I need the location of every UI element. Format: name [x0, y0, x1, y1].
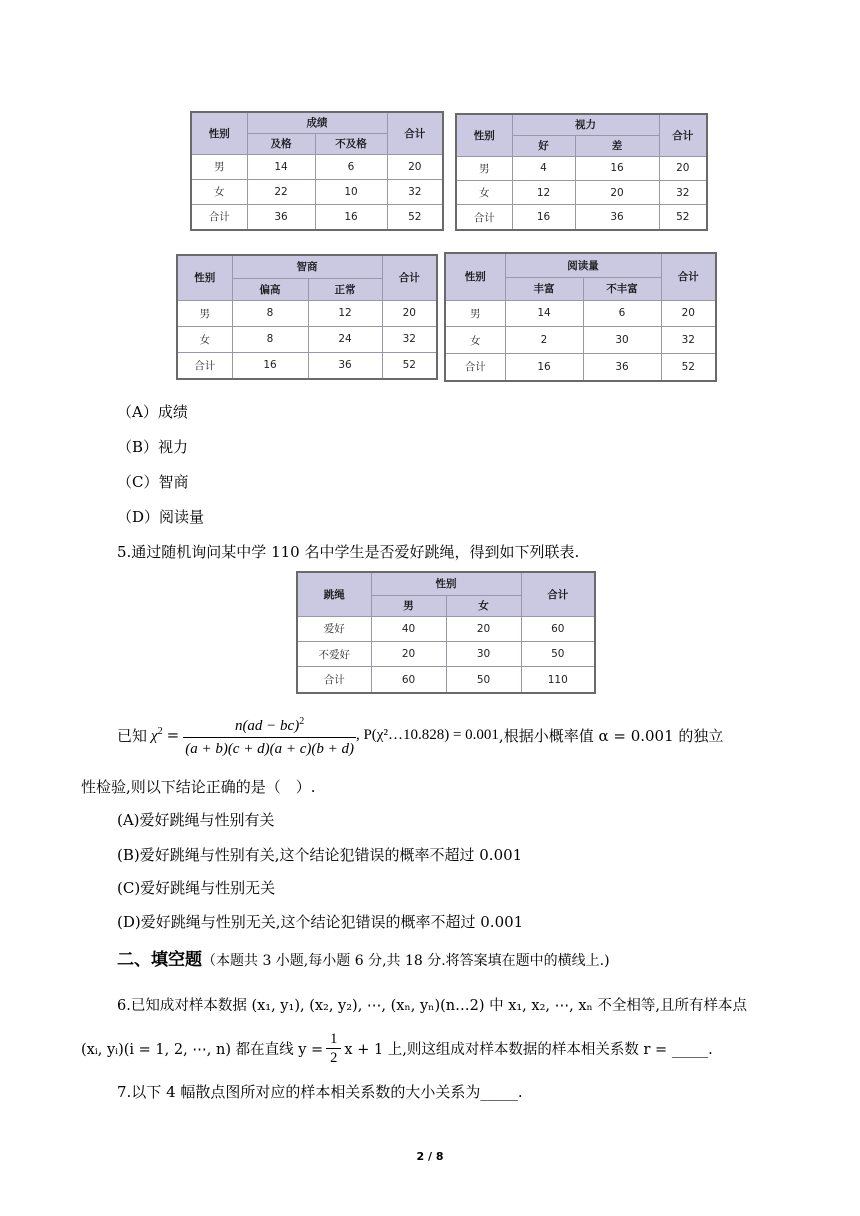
q6-line1: 6.已知成对样本数据 (x₁, y₁), (x₂, y₂), ⋯, (xₙ, yₙ)(n…2) 中 x₁, x₂, ⋯, xₙ 不全相等,且所有样本点 [117, 998, 747, 1014]
q4-option-b: （B）视力 [117, 438, 189, 456]
table-row [177, 300, 437, 326]
cell: 22 [247, 179, 315, 204]
cell: 36 [247, 204, 315, 230]
table-total-header: 合计 [659, 114, 707, 156]
table-row [297, 616, 595, 641]
table-corner: 性别 [456, 114, 512, 156]
cell: 16 [505, 353, 583, 381]
table-row [191, 179, 443, 204]
cell: 50 [521, 641, 595, 666]
q4-option-c: （C）智商 [117, 473, 189, 491]
cell: 110 [521, 667, 595, 693]
contingency-table-iq [176, 254, 438, 380]
q6-line2-pre: (xᵢ, yᵢ)(i = 1, 2, ⋯, n) 都在直线 y = [81, 1041, 324, 1058]
cell: 12 [308, 300, 382, 326]
cell: 6 [315, 154, 387, 179]
table-sub-header: 及格 [247, 133, 315, 154]
q5-option-a: (A)爱好跳绳与性别有关 [117, 811, 275, 829]
cell: 12 [512, 180, 575, 204]
section-note: （本题共 3 小题,每小题 6 分,共 18 分.将答案填在题中的横线上.) [202, 953, 610, 969]
table-row [177, 326, 437, 352]
table-sub-header: 好 [512, 135, 575, 156]
section-title: 二、填空题 [117, 950, 202, 970]
table-row [297, 667, 595, 693]
contingency-table-jumprope [296, 571, 596, 694]
cell: 8 [232, 326, 308, 352]
row-label: 女 [445, 327, 505, 354]
row-label: 男 [177, 300, 232, 326]
table-row [297, 641, 595, 666]
table-corner: 性别 [445, 253, 505, 300]
cell: 30 [446, 641, 521, 666]
table-total-header: 合计 [387, 112, 443, 154]
fraction-denominator: 2 [330, 1049, 338, 1066]
table-sub-header: 男 [371, 595, 446, 616]
cell: 36 [575, 205, 659, 230]
cell: 52 [387, 204, 443, 230]
table-group-header: 性别 [371, 572, 521, 595]
cell: 20 [575, 180, 659, 204]
cell: 52 [659, 205, 707, 230]
table-row [445, 300, 716, 327]
contingency-table-score [190, 111, 444, 231]
cell: 52 [382, 352, 437, 379]
fraction-numerator: 1 [326, 1030, 341, 1049]
cell: 30 [583, 327, 661, 354]
cell: 16 [315, 204, 387, 230]
table-sub-header: 偏高 [232, 278, 308, 300]
cell: 8 [232, 300, 308, 326]
equals-sign: = [166, 726, 180, 744]
cell: 60 [371, 667, 446, 693]
q5-stem: 5.通过随机询问某中学 110 名中学生是否爱好跳绳，得到如下列联表. [117, 543, 580, 561]
cell: 32 [382, 326, 437, 352]
q5-option-c: (C)爱好跳绳与性别无关 [117, 879, 276, 897]
half-fraction [326, 1030, 341, 1067]
table-group-header: 成绩 [247, 112, 387, 133]
table-sub-header: 女 [446, 595, 521, 616]
cell: 20 [371, 641, 446, 666]
given-prefix: 已知 [117, 726, 148, 745]
row-label: 爱好 [297, 616, 371, 641]
cell: 36 [308, 352, 382, 379]
table-total-header: 合计 [382, 255, 437, 300]
cell: 50 [446, 667, 521, 693]
cell: 20 [387, 154, 443, 179]
section-heading [117, 950, 610, 971]
row-label: 女 [191, 179, 247, 204]
row-label: 男 [456, 156, 512, 180]
row-label: 男 [191, 154, 247, 179]
cell: 20 [659, 156, 707, 180]
cell: 14 [505, 300, 583, 327]
row-label: 合计 [177, 352, 232, 379]
table-sub-header: 正常 [308, 278, 382, 300]
table-group-header: 阅读量 [505, 253, 661, 277]
row-label: 合计 [456, 205, 512, 230]
q6-line2 [81, 1024, 713, 1072]
cell: 32 [387, 179, 443, 204]
row-label: 女 [177, 326, 232, 352]
table-row [191, 204, 443, 230]
cell: 20 [446, 616, 521, 641]
table-row [191, 154, 443, 179]
chi-square-fraction [183, 711, 356, 760]
cell: 20 [382, 300, 437, 326]
contingency-table-reading [444, 252, 717, 382]
table-corner: 性别 [191, 112, 247, 154]
table-sub-header: 差 [575, 135, 659, 156]
probability-expression: , P(χ²…10.828) = 0.001 [355, 726, 499, 743]
q5-option-b: (B)爱好跳绳与性别有关,这个结论犯错误的概率不超过 0.001 [117, 846, 523, 864]
fraction-numerator: n(ad − bc)$^2$ [183, 711, 356, 738]
row-label: 不爱好 [297, 641, 371, 666]
table-corner: 跳绳 [297, 572, 371, 616]
cell: 60 [521, 616, 595, 641]
row-label: 合计 [191, 204, 247, 230]
cell: 36 [583, 353, 661, 381]
table-row [456, 205, 707, 230]
table-group-header: 智商 [232, 255, 382, 278]
contingency-table-vision [455, 113, 708, 231]
table-group-header: 视力 [512, 114, 659, 135]
cell: 16 [232, 352, 308, 379]
table-row [456, 180, 707, 204]
row-label: 男 [445, 300, 505, 327]
page-number: 2 / 8 [416, 1150, 444, 1163]
cell: 6 [583, 300, 661, 327]
cell: 10 [315, 179, 387, 204]
q5-line2: 性检验,则以下结论正确的是（ ）. [81, 778, 316, 796]
cell: 24 [308, 326, 382, 352]
cell: 4 [512, 156, 575, 180]
table-total-header: 合计 [521, 572, 595, 616]
cell: 2 [505, 327, 583, 354]
q4-option-a: （A）成绩 [117, 403, 188, 421]
cell: 40 [371, 616, 446, 641]
table-row [445, 353, 716, 381]
given-suffix: ,根据小概率值 α = 0.001 的独立 [498, 726, 724, 745]
cell: 52 [661, 353, 716, 381]
row-label: 合计 [445, 353, 505, 381]
row-label: 女 [456, 180, 512, 204]
table-row [177, 352, 437, 379]
cell: 32 [659, 180, 707, 204]
table-sub-header: 不丰富 [583, 277, 661, 300]
cell: 20 [661, 300, 716, 327]
table-row [456, 156, 707, 180]
cell: 16 [512, 205, 575, 230]
table-sub-header: 不及格 [315, 133, 387, 154]
cell: 16 [575, 156, 659, 180]
q7-stem: 7.以下 4 幅散点图所对应的样本相关系数的大小关系为_____. [117, 1083, 523, 1101]
row-label: 合计 [297, 667, 371, 693]
table-row [445, 327, 716, 354]
cell: 14 [247, 154, 315, 179]
table-sub-header: 丰富 [505, 277, 583, 300]
cell: 32 [661, 327, 716, 354]
fraction-denominator: (a + b)(c + d)(a + c)(b + d) [185, 740, 354, 757]
q5-formula-line [117, 710, 723, 760]
q5-option-d: (D)爱好跳绳与性别无关,这个结论犯错误的概率不超过 0.001 [117, 913, 524, 931]
table-corner: 性别 [177, 255, 232, 300]
q4-option-d: （D）阅读量 [117, 508, 205, 526]
chi-square-symbol: $\chi^2$ [151, 725, 163, 744]
q6-line2-post: x + 1 上,则这组成对样本数据的样本相关系数 r = _____. [344, 1041, 713, 1058]
table-total-header: 合计 [661, 253, 716, 300]
